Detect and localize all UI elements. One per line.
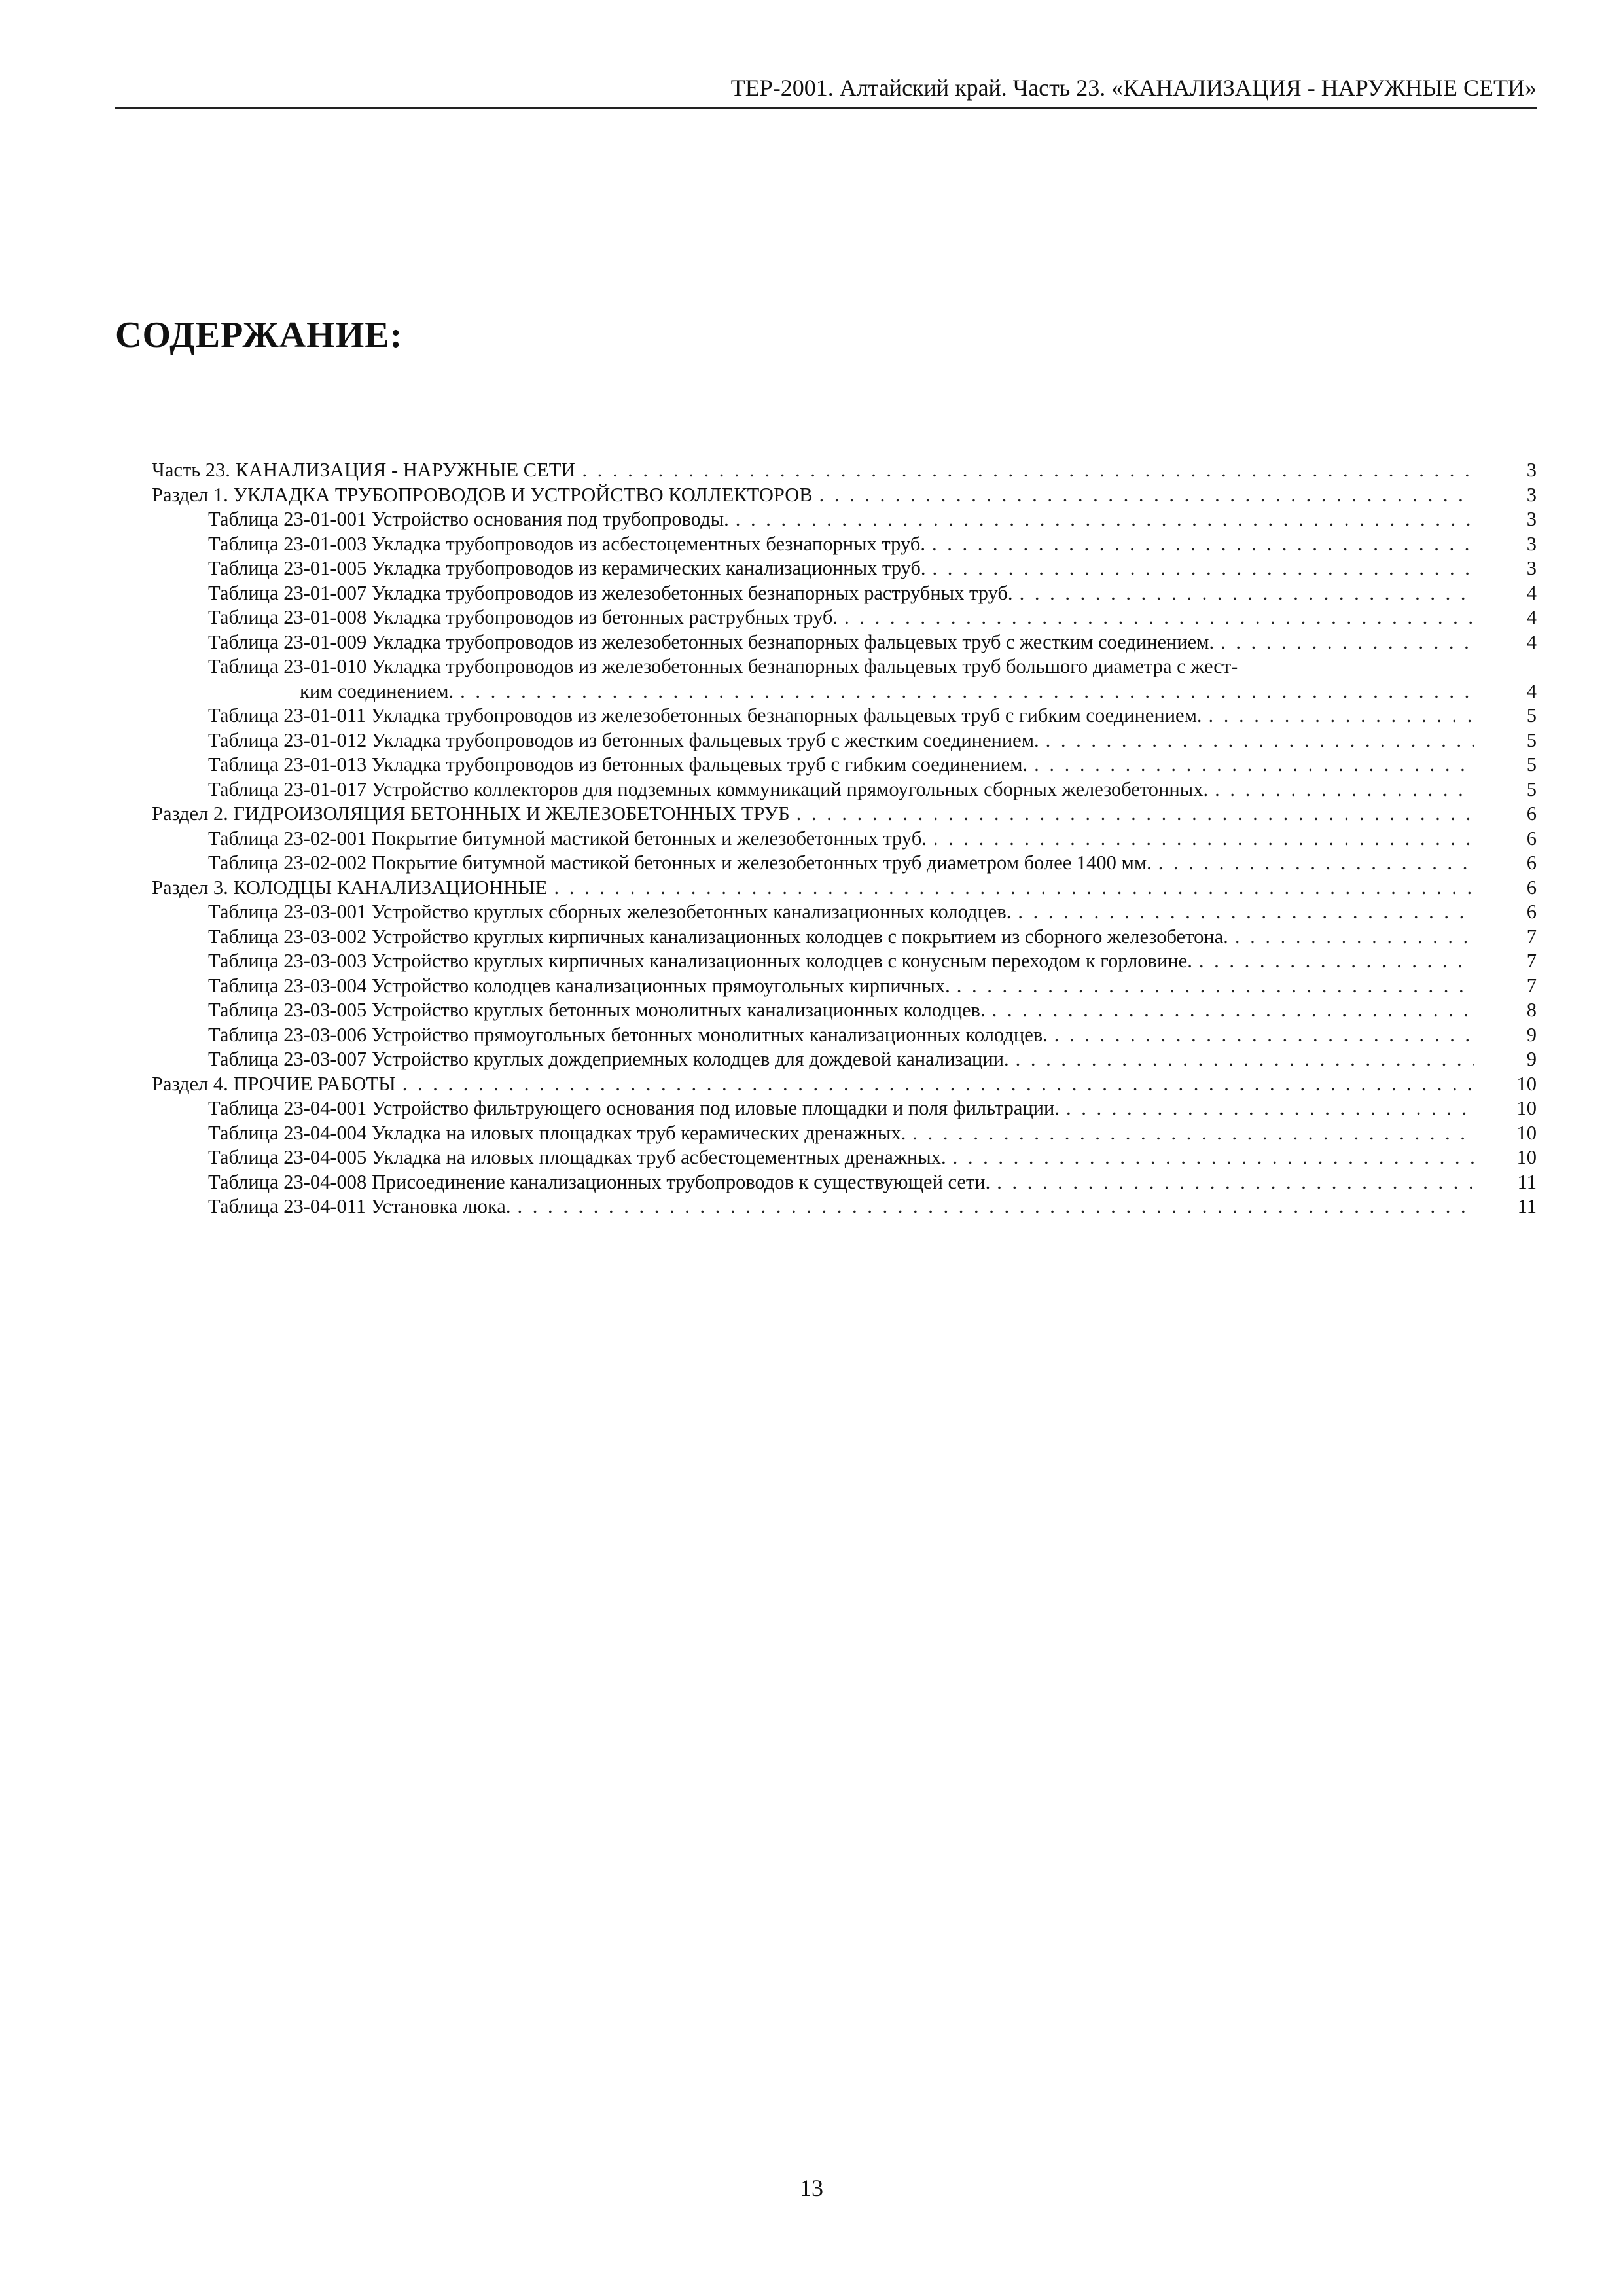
dot-leader xyxy=(517,1194,1474,1219)
dot-leader xyxy=(912,1121,1474,1146)
dot-leader xyxy=(1018,900,1474,925)
dot-leader xyxy=(953,1145,1474,1170)
toc-entry-text: Таблица 23-03-003 Устройство круглых кирпичных канализационных колодцев с конусным переходом к горловине. xyxy=(208,950,1192,972)
toc-entry-text: Часть 23. КАНАЛИЗАЦИЯ - НАРУЖНЫЕ СЕТИ xyxy=(152,459,576,481)
dot-leader xyxy=(844,605,1474,630)
toc-page-number: 3 xyxy=(1526,483,1537,506)
toc-table-entry[interactable] xyxy=(152,1145,1537,1170)
toc-table-entry[interactable] xyxy=(152,778,1537,802)
toc-page-number: 6 xyxy=(1526,827,1537,850)
dot-leader xyxy=(933,827,1474,852)
toc-entry-text: Раздел 4. ПРОЧИЕ РАБОТЫ xyxy=(152,1072,396,1095)
toc-table-entry[interactable] xyxy=(152,1096,1537,1121)
toc-table-entry[interactable] xyxy=(152,532,1537,557)
toc-page-number: 5 xyxy=(1526,753,1537,776)
toc-entry-text: Таблица 23-04-005 Укладка на иловых площадках труб асбестоцементных дренажных. xyxy=(208,1146,946,1168)
toc-entry-text: Таблица 23-03-005 Устройство круглых бетонных монолитных канализационных колодцев. xyxy=(208,999,986,1021)
toc-page-number: 5 xyxy=(1526,778,1537,800)
toc-table-entry[interactable] xyxy=(152,998,1537,1023)
toc-entry-text: Таблица 23-03-001 Устройство круглых сборных железобетонных канализационных колодцев. xyxy=(208,901,1012,923)
dot-leader xyxy=(1221,630,1474,655)
dot-leader xyxy=(1215,778,1474,802)
toc-entry-text: Таблица 23-01-010 Укладка трубопроводов из железобетонных безнапорных фальцевых труб большого диаметра с жест- xyxy=(208,655,1238,677)
toc-page-number: 10 xyxy=(1516,1121,1537,1144)
toc-entry-text: Таблица 23-03-004 Устройство колодцев канализационных прямоугольных кирпичных. xyxy=(208,974,950,997)
toc-table-entry[interactable] xyxy=(152,925,1537,950)
toc-entry-text: Таблица 23-01-007 Укладка трубопроводов из железобетонных безнапорных раструбных труб. xyxy=(208,581,1013,604)
dot-leader xyxy=(1158,851,1474,876)
toc-entry-text: Таблица 23-01-011 Укладка трубопроводов из железобетонных безнапорных фальцевых труб с гибким соединением. xyxy=(208,704,1202,726)
toc-entry-text: Таблица 23-04-008 Присоединение канализационных трубопроводов к существующей сети. xyxy=(208,1170,991,1193)
page-number: 13 xyxy=(800,2175,823,2201)
toc-table-entry[interactable] xyxy=(152,974,1537,999)
toc-entry-text: Таблица 23-02-001 Покрытие битумной мастикой бетонных и железобетонных труб. xyxy=(208,827,927,850)
toc-table-entry[interactable] xyxy=(152,704,1537,728)
page-title: СОДЕРЖАНИЕ: xyxy=(115,315,403,355)
dot-leader xyxy=(819,483,1474,508)
toc-entry-text: Таблица 23-04-011 Установка люка. xyxy=(208,1195,511,1217)
toc-table-entry[interactable] xyxy=(152,1170,1537,1195)
toc-entry-text: Таблица 23-01-012 Укладка трубопроводов из бетонных фальцевых труб с жестким соединением. xyxy=(208,728,1039,751)
dot-leader xyxy=(736,507,1474,532)
dot-leader xyxy=(1209,704,1474,728)
toc-entry-text: Таблица 23-01-008 Укладка трубопроводов из бетонных раструбных труб. xyxy=(208,606,838,628)
toc-page-number: 7 xyxy=(1526,925,1537,948)
toc-page-number: 10 xyxy=(1516,1097,1537,1119)
dot-leader xyxy=(554,876,1474,901)
toc-page-number: 5 xyxy=(1526,728,1537,751)
table-of-contents xyxy=(152,458,1537,1219)
page-footer xyxy=(0,2174,1623,2202)
dot-leader xyxy=(933,556,1474,581)
toc-entry-text: Таблица 23-01-013 Укладка трубопроводов из бетонных фальцевых труб с гибким соединением. xyxy=(208,753,1028,776)
dot-leader xyxy=(796,802,1474,827)
dot-leader xyxy=(932,532,1474,557)
toc-page-number: 6 xyxy=(1526,876,1537,899)
toc-page-number: 3 xyxy=(1526,508,1537,530)
toc-table-entry[interactable] xyxy=(152,1194,1537,1219)
toc-entry-text: Таблица 23-01-005 Укладка трубопроводов из керамических канализационных труб. xyxy=(208,557,926,579)
toc-page-number: 4 xyxy=(1526,581,1537,604)
toc-entry-text: Раздел 3. КОЛОДЦЫ КАНАЛИЗАЦИОННЫЕ xyxy=(152,876,548,899)
toc-page-number: 7 xyxy=(1526,950,1537,972)
dot-leader xyxy=(1199,949,1474,974)
toc-table-entry[interactable] xyxy=(152,900,1537,925)
dot-leader xyxy=(957,974,1474,999)
toc-entry-text: Таблица 23-03-007 Устройство круглых дождеприемных колодцев для дождевой канализации. xyxy=(208,1048,1009,1070)
toc-entry-text: Таблица 23-02-002 Покрытие битумной мастикой бетонных и железобетонных труб диаметром более 1400 мм. xyxy=(208,852,1152,874)
toc-table-entry[interactable] xyxy=(152,605,1537,630)
toc-section-entry[interactable] xyxy=(152,802,1537,827)
running-header xyxy=(115,73,1537,109)
dot-leader xyxy=(1054,1023,1474,1048)
toc-page-number: 10 xyxy=(1516,1146,1537,1168)
toc-page-number: 7 xyxy=(1526,974,1537,997)
dot-leader xyxy=(582,458,1474,483)
toc-section-entry[interactable] xyxy=(152,458,1537,483)
toc-page-number: 4 xyxy=(1526,679,1537,702)
toc-table-entry[interactable] xyxy=(152,556,1537,581)
toc-page-number: 4 xyxy=(1526,606,1537,628)
toc-entry-text: Таблица 23-03-006 Устройство прямоугольных бетонных монолитных канализационных колодцев. xyxy=(208,1023,1048,1046)
toc-page-number: 9 xyxy=(1526,1048,1537,1070)
toc-table-entry[interactable] xyxy=(152,1023,1537,1048)
toc-page-number: 3 xyxy=(1526,557,1537,579)
toc-page-number: 10 xyxy=(1516,1072,1537,1095)
toc-table-entry[interactable] xyxy=(152,851,1537,876)
running-title: ТЕР-2001. Алтайский край. Часть 23. «КАНАЛИЗАЦИЯ - НАРУЖНЫЕ СЕТИ» xyxy=(730,75,1537,101)
toc-entry-text: Таблица 23-01-009 Укладка трубопроводов из железобетонных безнапорных фальцевых труб с жестким соединением. xyxy=(208,630,1215,653)
toc-entry-text: Таблица 23-01-001 Устройство основания под трубопроводы. xyxy=(208,508,729,530)
toc-entry-text: Таблица 23-03-002 Устройство круглых кирпичных канализационных колодцев с покрытием из сборного железобетона. xyxy=(208,925,1228,948)
toc-entry-text: Раздел 2. ГИДРОИЗОЛЯЦИЯ БЕТОННЫХ И ЖЕЛЕЗОБЕТОННЫХ ТРУБ xyxy=(152,802,790,825)
toc-page-number: 3 xyxy=(1526,532,1537,555)
toc-page-number: 4 xyxy=(1526,630,1537,653)
toc-table-entry[interactable] xyxy=(152,949,1537,974)
toc-page-number: 3 xyxy=(1526,459,1537,481)
toc-page-number: 6 xyxy=(1526,901,1537,923)
toc-entry-text: Таблица 23-01-003 Укладка трубопроводов из асбестоцементных безнапорных труб. xyxy=(208,532,925,555)
dot-leader xyxy=(460,679,1474,704)
toc-table-entry[interactable] xyxy=(152,581,1537,606)
dot-leader xyxy=(402,1072,1474,1097)
dot-leader xyxy=(997,1170,1474,1195)
toc-table-entry[interactable] xyxy=(152,753,1537,778)
dot-leader xyxy=(1066,1096,1474,1121)
toc-page-number: 6 xyxy=(1526,802,1537,825)
dot-leader xyxy=(1046,728,1474,753)
toc-table-entry[interactable] xyxy=(152,630,1537,655)
toc-table-entry[interactable] xyxy=(152,1121,1537,1146)
toc-entry-text: Таблица 23-04-004 Укладка на иловых площадках труб керамических дренажных. xyxy=(208,1121,906,1144)
toc-entry-continuation: ким соединением. xyxy=(300,679,454,702)
toc-page-number: 11 xyxy=(1517,1195,1537,1217)
dot-leader xyxy=(1016,1047,1474,1072)
toc-entry-text: Раздел 1. УКЛАДКА ТРУБОПРОВОДОВ И УСТРОЙСТВО КОЛЛЕКТОРОВ xyxy=(152,483,813,506)
dot-leader xyxy=(1020,581,1474,606)
toc-page-number: 11 xyxy=(1517,1170,1537,1193)
toc-section-entry[interactable] xyxy=(152,876,1537,901)
toc-table-entry[interactable] xyxy=(152,655,1537,704)
toc-page-number: 9 xyxy=(1526,1023,1537,1046)
dot-leader xyxy=(992,998,1474,1023)
toc-section-entry[interactable] xyxy=(152,483,1537,508)
toc-table-entry[interactable] xyxy=(152,1047,1537,1072)
toc-table-entry[interactable] xyxy=(152,728,1537,753)
toc-table-entry[interactable] xyxy=(152,827,1537,852)
toc-page-number: 5 xyxy=(1526,704,1537,726)
toc-page-number: 8 xyxy=(1526,999,1537,1021)
toc-section-entry[interactable] xyxy=(152,1072,1537,1097)
dot-leader xyxy=(1034,753,1474,778)
dot-leader xyxy=(1235,925,1474,950)
toc-page-number: 6 xyxy=(1526,852,1537,874)
toc-entry-text: Таблица 23-01-017 Устройство коллекторов для подземных коммуникаций прямоугольных сборных железобетонных. xyxy=(208,778,1209,800)
toc-table-entry[interactable] xyxy=(152,507,1537,532)
toc-entry-text: Таблица 23-04-001 Устройство фильтрующего основания под иловые площадки и поля фильтрации. xyxy=(208,1097,1060,1119)
